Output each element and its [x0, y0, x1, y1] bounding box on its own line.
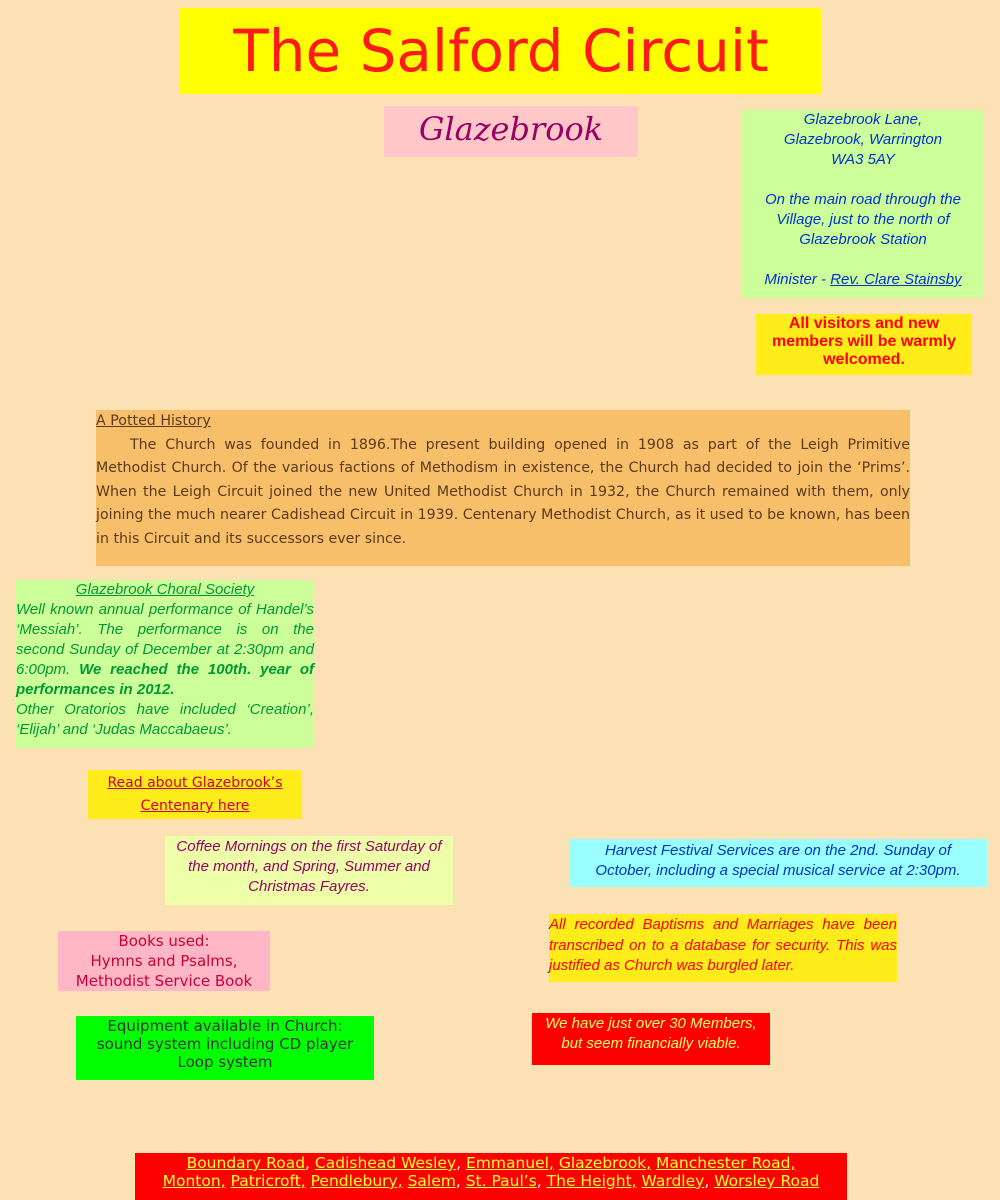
- address-box: [742, 110, 984, 298]
- directions-line: Village, just to the north of: [776, 211, 950, 228]
- separator: ,: [456, 1154, 462, 1172]
- church-link-salem[interactable]: Salem: [407, 1172, 456, 1190]
- books-line: Books used:: [118, 932, 210, 950]
- equipment-box: [76, 1016, 374, 1080]
- page-title: The Salford Circuit: [180, 8, 822, 94]
- minister-line: [742, 270, 984, 290]
- welcome-line: welcomed.: [823, 351, 905, 368]
- address-line: Glazebrook, Warrington: [783, 131, 943, 148]
- church-name: Glazebrook: [384, 106, 638, 157]
- choral-society-box: [16, 580, 314, 748]
- minister-link[interactable]: Rev. Clare Stainsby: [830, 271, 962, 288]
- choral-heading: Glazebrook Choral Society: [75, 581, 255, 598]
- coffee-mornings-box: [165, 836, 453, 905]
- equipment-line: Equipment available in Church:: [107, 1017, 343, 1035]
- church-link-emmanuel[interactable]: Emmanuel,: [466, 1154, 554, 1172]
- separator: ,: [536, 1172, 542, 1190]
- members-line: but seem financially viable.: [561, 1035, 741, 1052]
- books-line: Hymns and Psalms,: [90, 952, 238, 970]
- church-link-monton[interactable]: Monton,: [162, 1172, 226, 1190]
- coffee-line: Coffee Mornings on the first Saturday of: [176, 838, 442, 855]
- church-link-boundary-road[interactable]: Boundary Road: [186, 1154, 306, 1172]
- minister-label: Minister -: [764, 271, 831, 288]
- church-link-worsley-road[interactable]: Worsley Road: [714, 1172, 820, 1190]
- coffee-line: the month, and Spring, Summer and: [188, 858, 430, 875]
- coffee-line: Christmas Fayres.: [248, 878, 370, 895]
- centenary-link[interactable]: [107, 775, 282, 814]
- books-used-box: [58, 931, 270, 991]
- directions-line: Glazebrook Station: [799, 231, 927, 248]
- church-link-glazebrook[interactable]: Glazebrook,: [558, 1154, 652, 1172]
- separator: ,: [704, 1172, 710, 1190]
- church-link-manchester-road[interactable]: Manchester Road,: [656, 1154, 796, 1172]
- separator: ,: [305, 1154, 310, 1172]
- directions-line: On the main road through the: [765, 191, 961, 208]
- welcome-line: All visitors and new: [788, 315, 940, 332]
- welcome-notice: [756, 314, 972, 375]
- choral-text: Well known annual performance of Handel’s ‘Messiah’. The performance is on the second Sunday of December at 2:30pm and 6:00pm.: [16, 601, 314, 678]
- equipment-line: Loop system: [177, 1053, 273, 1071]
- membership-box: [532, 1013, 770, 1065]
- history-heading: A Potted History: [96, 413, 211, 429]
- church-link-st-pauls[interactable]: St. Paul’s: [465, 1172, 537, 1190]
- members-line: We have just over 30 Members,: [545, 1015, 757, 1032]
- records-box: All recorded Baptisms and Marriages have been transcribed on to a database for security. This was justified as Church was burgled later.: [549, 914, 897, 982]
- circuit-churches-nav: [135, 1153, 847, 1200]
- harvest-line: Harvest Festival Services are on the 2nd. Sunday of: [604, 842, 951, 859]
- history-section: [96, 410, 910, 566]
- centenary-link-line[interactable]: Centenary here: [140, 798, 250, 814]
- church-link-the-height[interactable]: The Height,: [546, 1172, 637, 1190]
- history-text: The Church was founded in 1896.The present building opened in 1908 as part of the Leigh Primitive Methodist Church. Of the various factions of Methodism in existence, the Church had decided to join the ‘Prims’. When the Leigh Circuit joined the new United Methodist Church in 1932, the Church remained with them, only joining the much nearer Cadishead Circuit in 1939. Centenary Methodist Church, as it used to be known, has been in this Circuit and its successors ever since.: [96, 436, 910, 547]
- church-link-wardley[interactable]: Wardley: [641, 1172, 705, 1190]
- harvest-festival-box: [569, 839, 987, 887]
- equipment-line: sound system including CD player: [96, 1035, 354, 1053]
- address-postcode: WA3 5AY: [831, 151, 895, 168]
- church-link-pendlebury[interactable]: Pendlebury,: [310, 1172, 403, 1190]
- choral-highlight: We reached the 100th. year of performances in 2012.: [16, 661, 314, 698]
- welcome-line: members will be warmly: [771, 333, 957, 350]
- separator: ,: [455, 1172, 461, 1190]
- church-link-patricroft[interactable]: Patricroft,: [230, 1172, 306, 1190]
- centenary-box: [88, 770, 302, 819]
- church-link-cadishead-wesley[interactable]: Cadishead Wesley: [314, 1154, 457, 1172]
- books-line: Methodist Service Book: [75, 972, 253, 990]
- harvest-line: October, including a special musical service at 2:30pm.: [595, 862, 961, 879]
- centenary-link-line[interactable]: Read about Glazebrook’s: [107, 775, 283, 791]
- choral-oratorios: Other Oratorios have included ‘Creation’, ‘Elijah’ and ‘Judas Maccabaeus’.: [16, 701, 314, 738]
- address-line: Glazebrook Lane,: [803, 111, 923, 128]
